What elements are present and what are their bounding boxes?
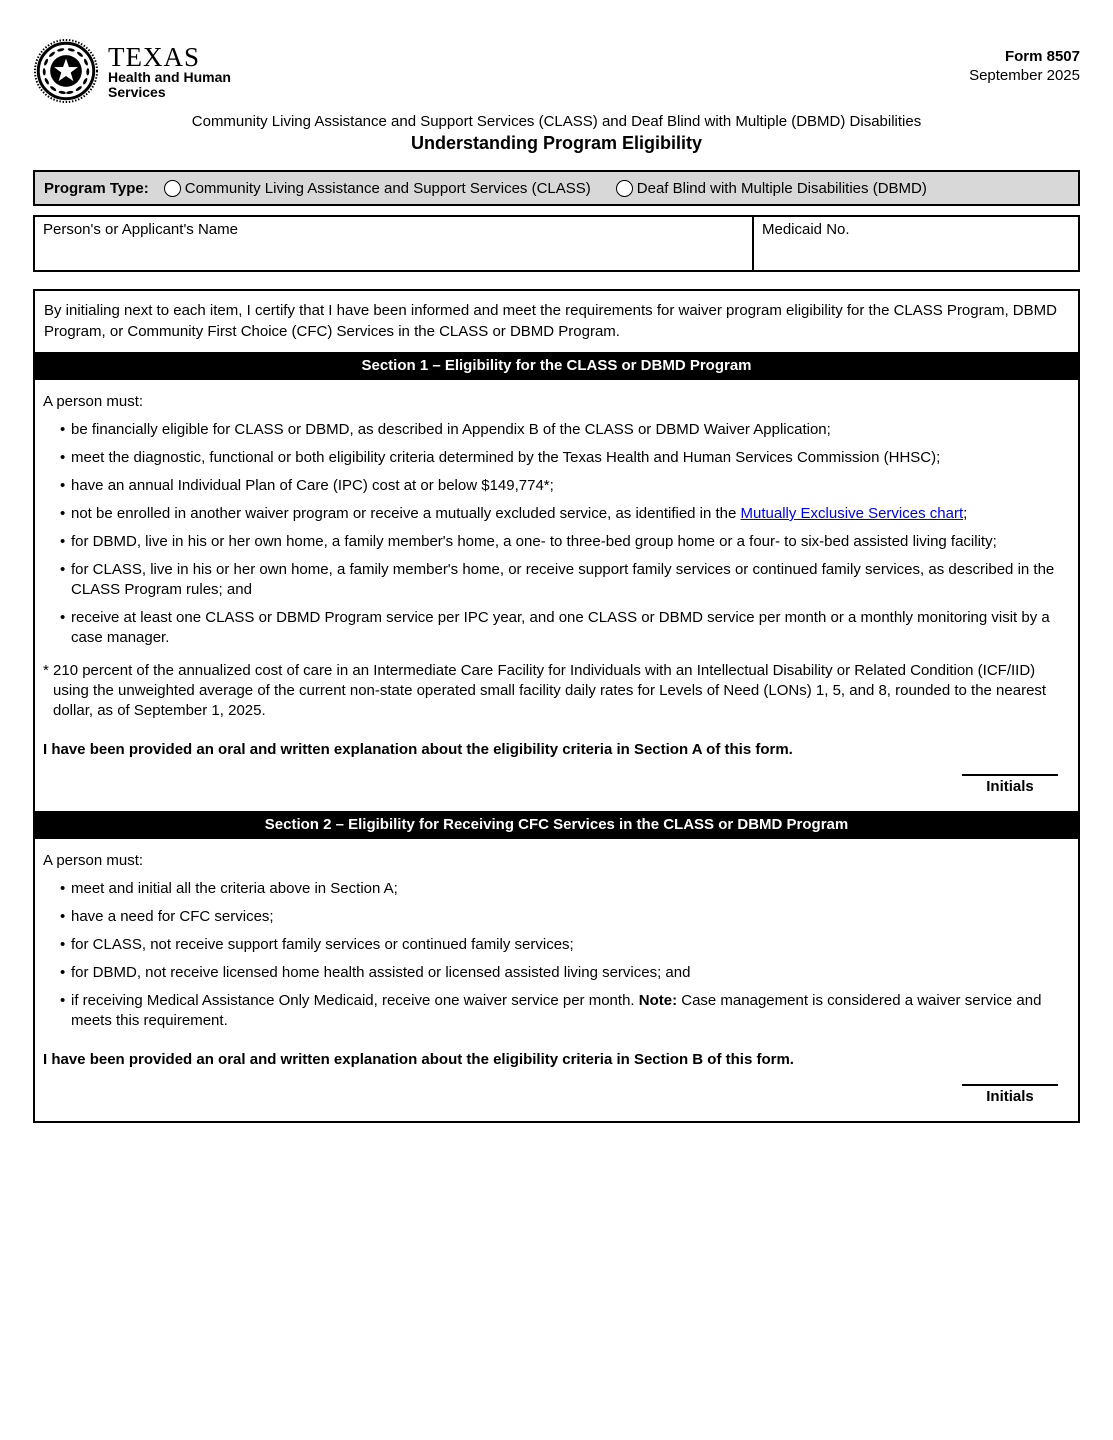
radio-dbmd[interactable] [616,180,633,197]
form-titles [33,112,1080,155]
note-bullet-pre: if receiving Medical Assistance Only Medicaid, receive one waiver service per month. [71,992,639,1009]
note-bullet-post: Case management is considered a waiver service and meets this requirement. [71,992,1042,1029]
section2-acknowledgement: I have been provided an oral and written explanation about the eligibility criteria in Section B of this form. [43,1051,794,1068]
list-item: • for CLASS, live in his or her own home, a family member's home, or receive support family services or continued family services, as described in the CLASS Program rules; and [43,560,1068,600]
agency-subtitle-line2: Services [108,84,166,100]
list-item-with-link [43,504,1068,524]
medicaid-field[interactable] [752,217,1078,270]
medicaid-field-label: Medicaid No. [762,221,850,238]
form-date: September 2025 [969,67,1080,84]
list-item: • be financially eligible for CLASS or DBMD, as described in Appendix B of the CLASS or DBMD Waiver Application; [43,420,1068,440]
radio-class[interactable] [164,180,181,197]
section1-initials-label: Initials [986,778,1034,795]
section2-body [35,839,1078,1121]
section2-initials-block [962,1084,1058,1107]
radio-dbmd-label: Deaf Blind with Multiple Disabilities (DBMD) [636,179,927,197]
program-type-row [33,170,1080,206]
list-item: • for DBMD, live in his or her own home, a family member's home, a one- to three-bed group home or a four- to six-bed assisted living facility; [43,532,1068,552]
note-label: Note: [638,992,678,1009]
section1-acknowledgement: I have been provided an oral and written explanation about the eligibility criteria in Section A of this form. [43,741,793,758]
link-bullet-pre: not be enrolled in another waiver program or receive a mutually excluded service, as identified in the [71,505,741,522]
list-item: • for DBMD, not receive licensed home health assisted or licensed assisted living services; and [43,963,1068,983]
section1-initials-block [962,774,1058,797]
section2-header: Section 2 – Eligibility for Receiving CFC Services in the CLASS or DBMD Program [35,811,1078,839]
section1-body [35,380,1078,811]
identity-table [33,215,1080,272]
eligibility-box [33,289,1080,1123]
program-type-option-dbmd [616,180,927,197]
agency-name: TEXAS [108,42,200,72]
form-id-block [969,38,1080,85]
certification-statement: By initialing next to each item, I certify that I have been informed and meet the requirements for waiver program eligibility for the CLASS Program, DBMD Program, or Community First Choice (CFC) Services in the CLASS or DBMD Program. [44,302,1057,340]
list-item: • have an annual Individual Plan of Care (IPC) cost at or below $149,774*; [43,476,1068,496]
list-item: • for CLASS, not receive support family services or continued family services; [43,935,1068,955]
radio-class-label: Community Living Assistance and Support Services (CLASS) [184,179,591,197]
list-item: • meet the diagnostic, functional or both eligibility criteria determined by the Texas Health and Human Services Commission (HHSC); [43,448,1068,468]
agency-name-block [108,38,231,100]
agency-subtitle-line1: Health and Human [108,69,231,85]
name-field[interactable] [35,217,752,270]
name-field-label: Person's or Applicant's Name [43,221,238,238]
list-item: • meet and initial all the criteria above in Section A; [43,879,1068,899]
section2-initials-label: Initials [986,1088,1034,1105]
link-bullet-post: ; [963,505,968,522]
list-item: • have a need for CFC services; [43,907,1068,927]
form-subtitle: Community Living Assistance and Support Services (CLASS) and Deaf Blind with Multiple (DBMD) Disabilities [191,113,922,130]
mutually-exclusive-services-link[interactable]: Mutually Exclusive Services chart [740,505,964,522]
form-number: Form 8507 [1004,48,1080,65]
section2-intro: A person must: [43,852,144,869]
program-type-label: Program Type: [44,179,149,197]
texas-state-seal-icon [33,38,99,104]
program-type-option-class [164,180,591,197]
agency-brand [33,38,231,104]
list-item-with-note [43,991,1068,1031]
header [33,38,1080,104]
list-item: • receive at least one CLASS or DBMD Program service per IPC year, and one CLASS or DBMD service per month or a monthly monitoring visit by a case manager. [43,608,1068,648]
section1-header: Section 1 – Eligibility for the CLASS or DBMD Program [35,352,1078,380]
section1-intro: A person must: [43,393,144,410]
section1-footnote: * 210 percent of the annualized cost of care in an Intermediate Care Facility for Individuals with an Intellectual Disability or Related Condition (ICF/IID) using the unweighted average of the current non-state operated small facility daily rates for Levels of Need (LONs) 1, 5, and 8, rounded to the nearest dollar, as of September 1, 2025. [43,662,1047,719]
page-title: Understanding Program Eligibility [410,133,703,153]
